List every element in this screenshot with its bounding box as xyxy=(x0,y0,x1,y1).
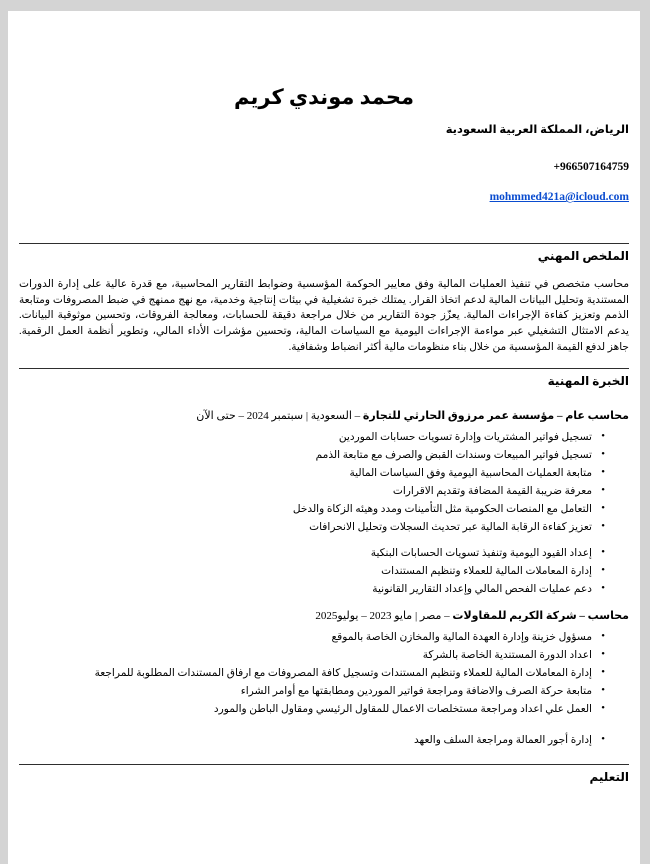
experience-bullet: • التعامل مع المنصات الحكومية مثل التأمينات ومدد وهيئه الزكاة والدخل xyxy=(19,503,605,518)
contact-email-row xyxy=(67,191,629,203)
experience-bullet: • دعم عمليات الفحص المالي وإعداد التقارير القانونية xyxy=(19,583,605,598)
contact-location: الرياض، المملكة العربية السعودية xyxy=(445,124,629,137)
job-bullet-list xyxy=(19,631,629,718)
email-link[interactable]: mohmmed421a@icloud.com xyxy=(489,191,629,204)
experience-bullet: • متابعة حركة الصرف والاضافة ومراجعة فواتير الموردين ومطابقتها مع أوامر الشراء xyxy=(19,685,605,700)
section-title-education: التعليم xyxy=(589,770,629,785)
job-title xyxy=(19,409,629,423)
experience-bullet: • إدارة أجور العمالة ومراجعة السلف والعهد xyxy=(19,734,605,749)
section-divider xyxy=(19,368,629,369)
contact-phone xyxy=(67,161,629,173)
experience-bullet: • إدارة المعاملات المالية للعملاء وتنظيم المستندات xyxy=(19,565,605,580)
resume-page xyxy=(8,11,640,864)
job-title-bold: محاسب عام – مؤسسة عمر مرزوق الحارثي للتجارة xyxy=(362,410,629,423)
experience-bullet: • متابعة العمليات المحاسبية اليومية وفق السياسات المالية xyxy=(19,467,605,482)
section-divider xyxy=(19,243,629,244)
experience-bullet: • تعزيز كفاءة الرقابة المالية عبر تحديث السجلات وتحليل الانحرافات xyxy=(19,521,605,536)
section-title-experience: الخبرة المهنية xyxy=(547,374,629,389)
experience-bullet: • إدارة المعاملات المالية للعملاء وتنظيم المستندات وتسجيل كافة المصروفات مع ارفاق المستندات المطلوبة للمراجعة xyxy=(19,667,605,682)
job-bullet-list xyxy=(19,734,629,749)
experience-bullet: • تسجيل فواتير المشتريات وإدارة تسويات حسابات الموردين xyxy=(19,431,605,446)
job-title-rest: – مصر | مايو 2023 – يوليو2025 xyxy=(315,610,450,623)
job-title-rest: – السعودية | سبتمبر 2024 – حتى الآن xyxy=(196,410,361,423)
resume-name: محمد موندي كريم xyxy=(234,85,414,109)
summary-paragraph: محاسب متخصص في تنفيذ العمليات المالية وفق معايير الحوكمة المؤسسية وضوابط التقارير المحاسبية، مع قدرة عالية على إدارة الدورات المستندية وتحليل البيانات المالية لدعم اتخاذ القرار. يمتلك خبرة تشغيلية في بيئات إنتاجية وخدمية، مع نهج ممنهج في ضبط المصروفات ومتابعة الذمم وتعزيز كفاءة الإجراءات المالية. يعزّز جودة التقارير من خلال مراجعة دقيقة للحسابات، ومعالجة الفروقات، وتحسين موثوقية البيانات. يدعم الامتثال التشغيلي عبر مواءمة الإجراءات اليومية مع السياسات المالية، وتحسين مؤشرات الأداء المالي، وتطوير أنظمة العمل الرقمية. جاهز لدفع القيمة المؤسسية من خلال بناء منظومات مالية أكثر انضباط وشفافية. xyxy=(19,279,629,353)
contact-block xyxy=(19,122,629,203)
job-title-bold: محاسب – شركة الكريم للمقاولات xyxy=(452,610,629,623)
section-divider xyxy=(19,764,629,765)
section-title-summary: الملخص المهني xyxy=(537,249,629,264)
experience-bullet: • إعداد القيود اليومية وتنفيذ تسويات الحسابات البنكية xyxy=(19,547,605,562)
phone-number: +966507164759 xyxy=(553,161,629,174)
job-title xyxy=(19,609,629,623)
experience-bullet: • مسؤول خزينة وإدارة العهدة المالية والمخازن الخاصة بالموقع xyxy=(19,631,605,646)
job-bullet-list xyxy=(19,431,629,597)
experience-bullet: • العمل علي اعداد ومراجعة مستخلصات الاعمال للمقاول الرئيسي ومقاول الباطن والمورد xyxy=(19,703,605,718)
experience-bullet: • اعداد الدورة المستندية الخاصة بالشركة xyxy=(19,649,605,664)
experience-bullet: • تسجيل فواتير المبيعات وسندات القبض والصرف مع متابعة الذمم xyxy=(19,449,605,464)
experience-bullet: • معرفة ضريبة القيمة المضافة وتقديم الاقرارات xyxy=(19,485,605,500)
